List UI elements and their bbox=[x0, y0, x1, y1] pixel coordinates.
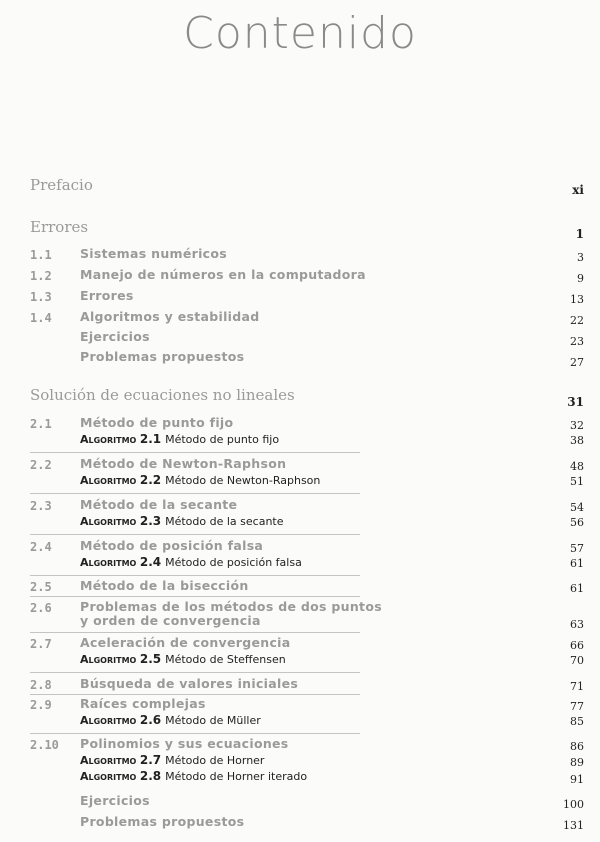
algorithm-label: Algoritmo bbox=[80, 474, 137, 487]
section-number: 2.10 bbox=[30, 738, 59, 752]
algorithm-title: Método de punto fijo bbox=[165, 433, 280, 446]
section-page: 71 bbox=[570, 680, 584, 693]
algorithm-label: Algoritmo bbox=[80, 714, 137, 727]
section-title: Aceleración de convergencia bbox=[80, 635, 291, 650]
algorithm-entry bbox=[80, 473, 320, 487]
section-page: 32 bbox=[570, 419, 584, 432]
section-title-continued: y orden de convergencia bbox=[80, 613, 261, 628]
preface-page: xi bbox=[572, 183, 584, 197]
section-title: Método de posición falsa bbox=[80, 538, 264, 553]
section-page: 57 bbox=[570, 542, 584, 555]
section-number: 2.5 bbox=[30, 580, 52, 594]
chapter-2-title: Solución de ecuaciones no lineales bbox=[30, 386, 295, 404]
section-page: 54 bbox=[570, 501, 584, 514]
section-page: 100 bbox=[563, 798, 584, 811]
algorithm-entry bbox=[80, 713, 261, 727]
algorithm-label: Algoritmo bbox=[80, 556, 137, 569]
algorithm-label: Algoritmo bbox=[80, 653, 137, 666]
section-title: Raíces complejas bbox=[80, 696, 206, 711]
algorithm-number: 2.7 bbox=[139, 753, 162, 767]
section-page: 131 bbox=[563, 819, 584, 832]
divider bbox=[30, 452, 360, 453]
algorithm-title: Método de posición falsa bbox=[165, 556, 302, 569]
section-page: 77 bbox=[570, 700, 584, 713]
section-title: Algoritmos y estabilidad bbox=[80, 309, 260, 324]
algorithm-entry bbox=[80, 652, 286, 666]
section-page: 13 bbox=[570, 293, 584, 306]
divider bbox=[30, 596, 360, 597]
divider bbox=[30, 672, 360, 673]
algorithm-title: Método de Horner iterado bbox=[165, 770, 308, 783]
chapter-1-page: 1 bbox=[575, 227, 584, 241]
algorithm-number: 2.4 bbox=[139, 555, 162, 569]
divider bbox=[30, 632, 360, 633]
section-title: Método de punto fijo bbox=[80, 415, 234, 430]
section-page: 48 bbox=[570, 460, 584, 473]
divider bbox=[30, 733, 360, 734]
algorithm-label: Algoritmo bbox=[80, 754, 137, 767]
section-page: 61 bbox=[570, 582, 584, 595]
section-page: 22 bbox=[570, 314, 584, 327]
section-number: 2.1 bbox=[30, 417, 52, 431]
algorithm-page: 61 bbox=[570, 557, 584, 570]
section-number: 2.3 bbox=[30, 499, 52, 513]
section-number: 1.2 bbox=[30, 269, 52, 283]
algorithm-entry bbox=[80, 555, 302, 569]
section-title: Problemas de los métodos de dos puntos bbox=[80, 599, 382, 614]
divider bbox=[30, 493, 360, 494]
algorithm-page: 51 bbox=[570, 475, 584, 488]
algorithm-entry bbox=[80, 514, 284, 528]
algorithm-page: 70 bbox=[570, 654, 584, 667]
algorithm-page: 38 bbox=[570, 434, 584, 447]
chapter-1-title: Errores bbox=[30, 218, 89, 236]
section-page: 66 bbox=[570, 639, 584, 652]
algorithm-number: 2.1 bbox=[139, 432, 162, 446]
algorithm-title: Método de Steffensen bbox=[165, 653, 286, 666]
chapter-2-page: 31 bbox=[567, 395, 584, 409]
preface-title: Prefacio bbox=[30, 176, 93, 194]
algorithm-number: 2.2 bbox=[139, 473, 162, 487]
algorithm-number: 2.8 bbox=[139, 769, 162, 783]
section-page: 86 bbox=[570, 740, 584, 753]
algorithm-entry bbox=[80, 432, 279, 446]
section-title: Ejercicios bbox=[80, 329, 150, 344]
section-page: 9 bbox=[577, 272, 584, 285]
algorithm-number: 2.3 bbox=[139, 514, 162, 528]
algorithm-title: Método de la secante bbox=[165, 515, 284, 528]
section-title: Problemas propuestos bbox=[80, 814, 245, 829]
section-page: 27 bbox=[570, 356, 584, 369]
section-title: Polinomios y sus ecuaciones bbox=[80, 736, 289, 751]
algorithm-page: 89 bbox=[570, 756, 584, 769]
algorithm-number: 2.5 bbox=[139, 652, 162, 666]
section-number: 1.3 bbox=[30, 290, 52, 304]
page-title: Contenido bbox=[183, 8, 417, 59]
section-title: Ejercicios bbox=[80, 793, 150, 808]
algorithm-number: 2.6 bbox=[139, 713, 162, 727]
section-title: Problemas propuestos bbox=[80, 349, 245, 364]
section-title: Errores bbox=[80, 288, 134, 303]
section-page: 3 bbox=[577, 251, 584, 264]
section-title: Método de Newton-Raphson bbox=[80, 456, 287, 471]
section-number: 2.9 bbox=[30, 698, 52, 712]
algorithm-label: Algoritmo bbox=[80, 770, 137, 783]
section-number: 2.8 bbox=[30, 678, 52, 692]
section-page: 63 bbox=[570, 618, 584, 631]
algorithm-page: 56 bbox=[570, 516, 584, 529]
algorithm-label: Algoritmo bbox=[80, 433, 137, 446]
algorithm-entry bbox=[80, 753, 264, 767]
algorithm-label: Algoritmo bbox=[80, 515, 137, 528]
section-page: 23 bbox=[570, 335, 584, 348]
algorithm-title: Método de Müller bbox=[165, 714, 261, 727]
divider bbox=[30, 575, 360, 576]
algorithm-page: 85 bbox=[570, 715, 584, 728]
section-number: 2.7 bbox=[30, 637, 52, 651]
divider bbox=[30, 534, 360, 535]
section-number: 1.1 bbox=[30, 248, 52, 262]
algorithm-page: 91 bbox=[570, 773, 584, 786]
section-title: Sistemas numéricos bbox=[80, 246, 228, 261]
section-title: Método de la bisección bbox=[80, 578, 249, 593]
algorithm-entry bbox=[80, 769, 307, 783]
section-title: Búsqueda de valores iniciales bbox=[80, 676, 299, 691]
algorithm-title: Método de Newton-Raphson bbox=[165, 474, 321, 487]
section-title: Manejo de números en la computadora bbox=[80, 267, 366, 282]
section-number: 2.2 bbox=[30, 458, 52, 472]
section-number: 2.6 bbox=[30, 601, 52, 615]
algorithm-title: Método de Horner bbox=[165, 754, 265, 767]
section-number: 1.4 bbox=[30, 311, 52, 325]
section-title: Método de la secante bbox=[80, 497, 238, 512]
section-number: 2.4 bbox=[30, 540, 52, 554]
divider bbox=[30, 694, 360, 695]
